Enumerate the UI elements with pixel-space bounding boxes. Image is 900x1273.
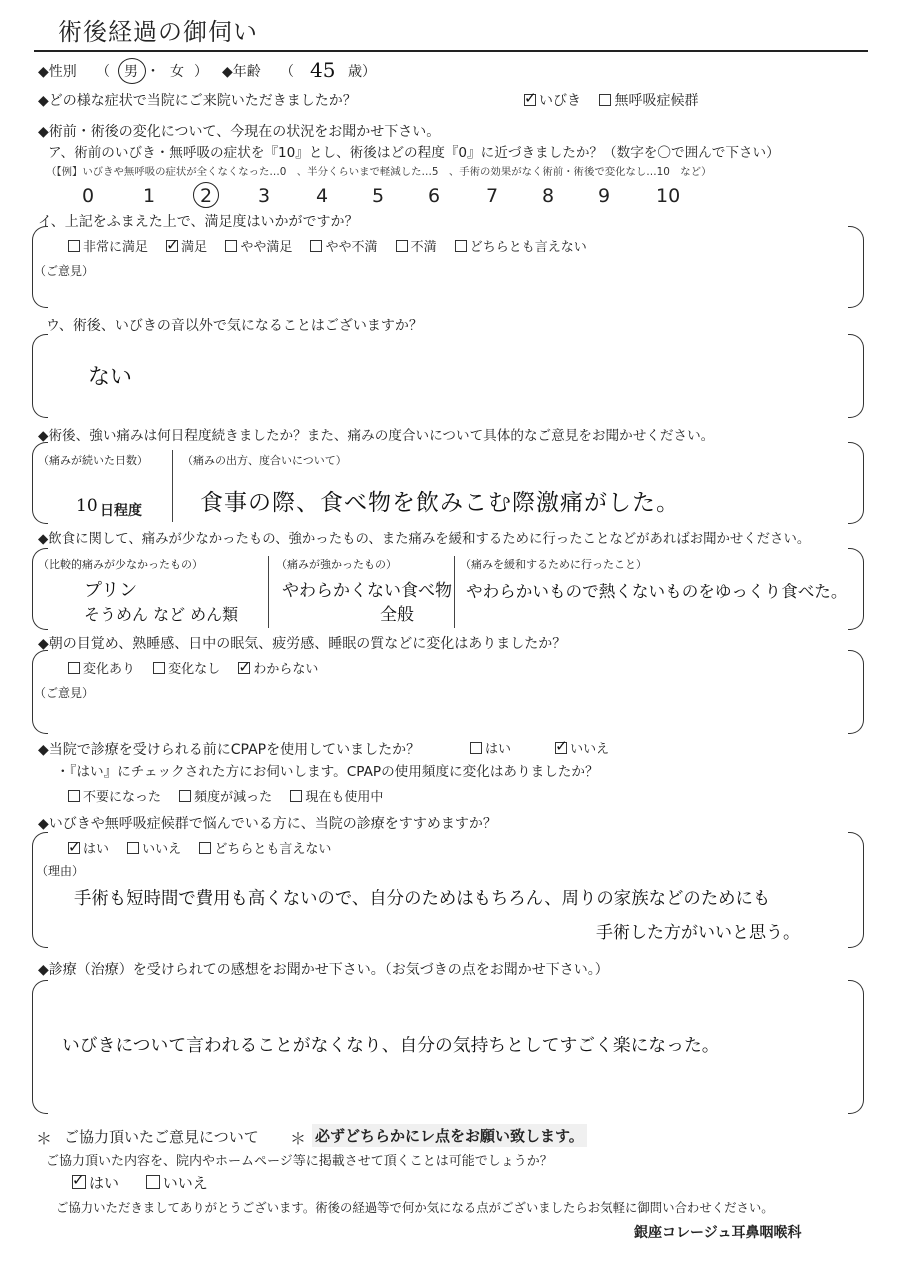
recommend-reason-label: （理由） xyxy=(36,864,85,878)
satisfaction-options xyxy=(68,236,601,255)
option-label: 頻度が減った xyxy=(194,790,273,805)
footer-permission-text: ご協力頂いた内容を、院内やホームページ等に掲載させて頂くことは可能でしょうか？ xyxy=(46,1154,553,1169)
scale-number[interactable]: 10 xyxy=(656,185,681,207)
footer-option-yes[interactable] xyxy=(72,1172,119,1193)
age-unit: 歳） xyxy=(348,64,376,80)
checkbox-icon[interactable] xyxy=(310,240,322,252)
footer-star-1: ＊ xyxy=(36,1129,53,1148)
recommend-reason-line-2[interactable]: 手術した方がいいと思う。 xyxy=(596,923,800,943)
checkbox-checked-icon[interactable] xyxy=(166,240,178,252)
food-strong-label: （痛みが強かったもの） xyxy=(276,558,397,571)
cpap-option-yes[interactable] xyxy=(470,742,511,758)
recommend-question: ◆いびきや無呼吸症候群で悩んでいる方に、当院の診療をすすめますか？ xyxy=(38,816,497,832)
scale-number[interactable]: 9 xyxy=(598,185,611,207)
option-label: いいえ xyxy=(162,1174,208,1192)
food-strong-answer-1[interactable]: やわらかくない食べ物 xyxy=(282,581,452,601)
footer-opinion-title: ご協力頂いたご意見について xyxy=(64,1128,259,1146)
age-label: ◆年齢 xyxy=(222,64,261,80)
symptom-options xyxy=(524,93,712,109)
checkbox-icon[interactable] xyxy=(225,240,237,252)
concern-box-left xyxy=(32,334,48,418)
recommend-box-right xyxy=(848,832,864,948)
sleep-box-right xyxy=(848,650,864,734)
pain-days-value[interactable]: 10 xyxy=(76,496,98,516)
scale-number[interactable]: 0 xyxy=(82,185,95,207)
checkbox-icon[interactable] xyxy=(199,842,211,854)
scale-selected-circle xyxy=(193,182,219,208)
food-less-label: （比較的痛みが少なかったもの） xyxy=(38,558,203,571)
pain-degree-answer[interactable]: 食事の際、食べ物を飲みこむ際激痛がした。 xyxy=(200,490,680,516)
scale-number[interactable]: 3 xyxy=(258,185,271,207)
checkbox-icon[interactable] xyxy=(153,662,165,674)
gender-female[interactable]: 女 xyxy=(170,64,184,80)
scale-number[interactable]: 5 xyxy=(372,185,385,207)
option-label: いいえ xyxy=(570,742,610,757)
food-relief-answer[interactable]: やわらかいもので熱くないものをゆっくり食べた。 xyxy=(466,582,848,601)
symptom-option-snoring[interactable] xyxy=(524,93,581,109)
option-label: 満足 xyxy=(181,240,208,255)
cpap-sub-option-reduced[interactable] xyxy=(179,786,272,805)
cpap-sub-option-still-using[interactable] xyxy=(290,786,383,805)
checkbox-icon[interactable] xyxy=(68,790,80,802)
sleep-opinion-label: （ご意見） xyxy=(34,686,95,700)
satisfaction-option-satisfied[interactable] xyxy=(166,236,207,255)
age-open: （ xyxy=(280,64,294,80)
food-question: ◆飲食に関して、痛みが少なかったもの、強かったもの、また痛みを緩和するために行ったことなどがあればお聞かせください。 xyxy=(38,532,811,547)
impression-box-right xyxy=(848,980,864,1114)
concern-answer[interactable]: ない xyxy=(88,365,133,390)
option-label: 変化あり xyxy=(83,662,136,677)
recommend-option-no[interactable] xyxy=(127,838,181,857)
footer-star-2: ＊ xyxy=(290,1129,307,1148)
title-underline xyxy=(34,50,868,52)
change-question-a: ア、術前のいびき・無呼吸の症状を『10』とし、術後はどの程度『0』に近づきましたか？（数字を〇で囲んで下さい） xyxy=(48,145,780,161)
food-divider-2 xyxy=(454,556,455,628)
checkbox-icon[interactable] xyxy=(68,240,80,252)
checkbox-icon[interactable] xyxy=(146,1175,160,1189)
satisfaction-option-slightly-unsat[interactable] xyxy=(310,236,377,255)
impression-question: ◆診療（治療）を受けられての感想をお聞かせ下さい。（お気づきの点をお聞かせ下さい。） xyxy=(38,962,609,978)
cpap-sub-options xyxy=(68,786,397,805)
checkbox-icon[interactable] xyxy=(599,94,611,106)
change-header: ◆術前・術後の変化について、今現在の状況をお聞かせ下さい。 xyxy=(38,124,441,140)
satisfaction-option-very[interactable] xyxy=(68,236,148,255)
change-example: （【例】いびきや無呼吸の症状が全くなくなった…0 、半分くらいまで軽減した…5 、手術の効果がなく術前・術後で変化なし…10 など） xyxy=(46,166,712,178)
cpap-option-no[interactable] xyxy=(555,742,609,758)
option-label: 不要になった xyxy=(83,790,162,805)
cpap-sub-question: ・『はい』にチェックされた方にお伺いします。CPAPの使用頻度に変化はありましたか？ xyxy=(56,764,599,780)
symptom-option-apnea[interactable] xyxy=(599,93,698,109)
checkbox-icon[interactable] xyxy=(396,240,408,252)
gender-label: ◆性別 xyxy=(38,64,77,80)
recommend-reason-line-1[interactable]: 手術も短時間で費用も高くないので、自分のためはもちろん、周りの家族などのためにも xyxy=(74,889,771,909)
option-label: はい xyxy=(89,1174,120,1192)
checkbox-checked-icon[interactable] xyxy=(238,662,250,674)
cpap-sub-option-unneeded[interactable] xyxy=(68,786,161,805)
sleep-question: ◆朝の目覚め、熟睡感、日中の眠気、疲労感、睡眠の質などに変化はありましたか？ xyxy=(38,636,567,652)
page-title: 術後経過の御伺い xyxy=(58,18,258,46)
scale-number[interactable]: 4 xyxy=(316,185,329,207)
satisfaction-option-neither[interactable] xyxy=(455,236,587,255)
option-label: 不満 xyxy=(410,240,437,255)
option-label: 無呼吸症候群 xyxy=(614,93,699,109)
change-scale xyxy=(0,184,900,210)
checkbox-icon[interactable] xyxy=(68,662,80,674)
clinic-name: 銀座コレージュ耳鼻咽喉科 xyxy=(634,1225,802,1241)
symptom-question: ◆どの様な症状で当院にご来院いただきましたか？ xyxy=(38,93,357,109)
sleep-option-unchanged[interactable] xyxy=(153,658,220,677)
option-label: わからない xyxy=(253,662,319,677)
sleep-options xyxy=(68,658,332,677)
option-label: どちらとも言えない xyxy=(469,240,587,255)
recommend-option-neither[interactable] xyxy=(199,838,331,857)
option-label: 変化なし xyxy=(168,662,221,677)
impression-answer[interactable]: いびきについて言われることがなくなり、自分の気持ちとしてすごく楽になった。 xyxy=(62,1035,720,1056)
concern-box-right xyxy=(848,334,864,418)
option-label: 現在も使用中 xyxy=(305,790,384,805)
pain-days-unit: 日程度 xyxy=(100,503,142,519)
option-label: どちらとも言えない xyxy=(214,842,332,857)
satisfaction-option-unsat[interactable] xyxy=(396,236,437,255)
checkbox-icon[interactable] xyxy=(179,790,191,802)
option-label: いいえ xyxy=(142,842,182,857)
checkbox-icon[interactable] xyxy=(470,742,482,754)
checkbox-icon[interactable] xyxy=(455,240,467,252)
pain-question: ◆術後、強い痛みは何日程度続きましたか？また、痛みの度合いについて具体的なご意見をお聞かせください。 xyxy=(38,428,715,444)
sleep-option-changed[interactable] xyxy=(68,658,135,677)
age-value[interactable]: 45 xyxy=(310,58,336,82)
scale-number[interactable]: 2 xyxy=(200,185,213,207)
food-strong-answer-2[interactable]: 全般 xyxy=(380,605,414,625)
checkbox-icon[interactable] xyxy=(290,790,302,802)
cpap-question: ◆当院で診療を受けられる前にCPAPを使用していましたか？ xyxy=(38,742,421,758)
recommend-option-yes[interactable] xyxy=(68,838,109,857)
scale-number[interactable]: 7 xyxy=(486,185,499,207)
option-label: やや不満 xyxy=(325,240,378,255)
scale-number[interactable]: 8 xyxy=(542,185,555,207)
checkbox-checked-icon[interactable] xyxy=(524,94,536,106)
satisfaction-option-somewhat[interactable] xyxy=(225,236,292,255)
option-label: いびき xyxy=(539,93,581,109)
food-box-right xyxy=(848,548,864,630)
pain-days-label: （痛みが続いた日数） xyxy=(38,454,148,467)
option-label: やや満足 xyxy=(240,240,293,255)
scale-number[interactable]: 1 xyxy=(143,185,156,207)
gender-male-circle xyxy=(118,58,146,84)
satisfaction-box-right xyxy=(848,226,864,308)
footer-options xyxy=(72,1172,222,1193)
pain-degree-label: （痛みの出方、度合いについて） xyxy=(182,454,347,467)
food-less-answer-1[interactable]: プリン xyxy=(84,580,138,601)
option-label: はい xyxy=(485,742,512,757)
pain-divider xyxy=(172,450,173,522)
checkbox-checked-icon[interactable] xyxy=(555,742,567,754)
checkbox-icon[interactable] xyxy=(127,842,139,854)
footer-option-no[interactable] xyxy=(146,1172,208,1193)
gender-dot: ・ xyxy=(146,64,160,80)
satisfaction-question: イ、上記をふまえた上で、満足度はいかがですか？ xyxy=(38,214,359,230)
cpap-options xyxy=(470,742,623,758)
food-relief-label: （痛みを緩和するために行ったこと） xyxy=(460,558,647,571)
sleep-option-unknown[interactable] xyxy=(238,658,318,677)
recommend-box-left xyxy=(32,832,48,948)
food-divider-1 xyxy=(268,556,269,628)
pain-box-right xyxy=(848,442,864,524)
food-less-answer-2[interactable]: そうめん など めん類 xyxy=(84,605,239,624)
scale-number[interactable]: 6 xyxy=(428,185,441,207)
checkbox-checked-icon[interactable] xyxy=(68,842,80,854)
checkbox-checked-icon[interactable] xyxy=(72,1175,86,1189)
recommend-options xyxy=(68,838,345,857)
footer-required-note: 必ずどちらかにレ点をお願い致します。 xyxy=(312,1124,587,1147)
footer-thanks: ご協力いただきましてありがとうございます。術後の経過等で何か気になる点がございましたらお気軽に御問い合わせください。 xyxy=(56,1200,774,1215)
gender-open: （ xyxy=(96,64,110,80)
concern-question: ウ、術後、いびきの音以外で気になることはございますか？ xyxy=(46,318,423,334)
satisfaction-opinion-label: （ご意見） xyxy=(34,264,95,278)
option-label: 非常に満足 xyxy=(83,240,149,255)
gender-close: ） xyxy=(194,64,208,80)
gender-male[interactable]: 男 xyxy=(124,64,138,80)
impression-box-left xyxy=(32,980,48,1114)
option-label: はい xyxy=(83,842,110,857)
